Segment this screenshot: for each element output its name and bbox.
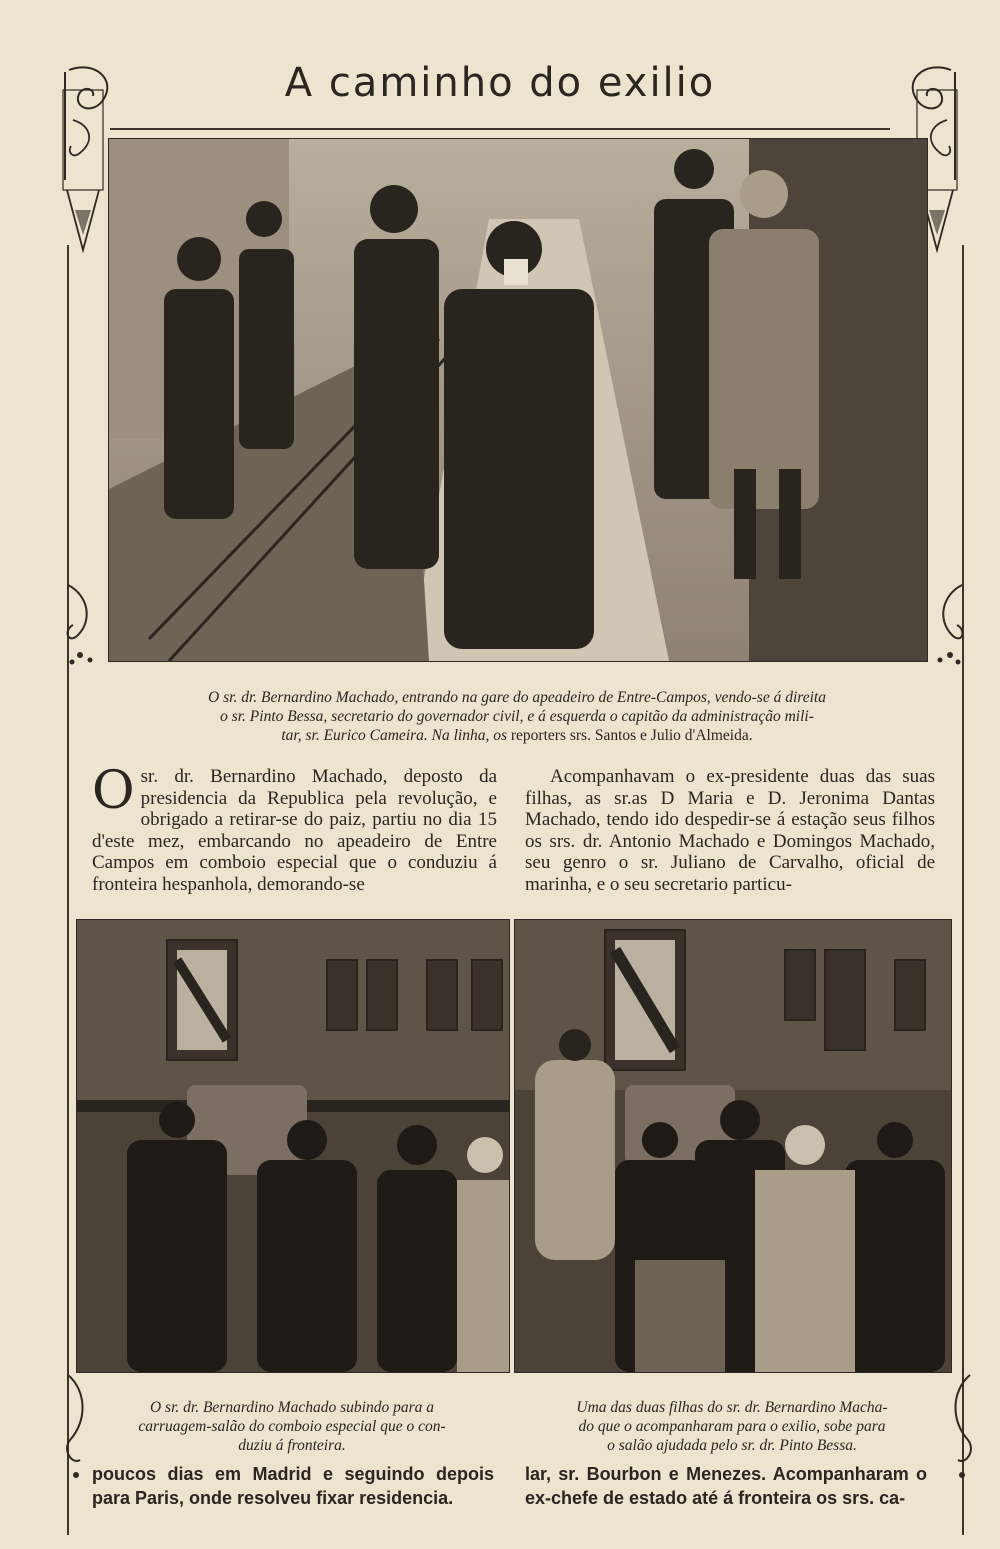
frame-top-line (110, 128, 890, 130)
top-caption-line-3a: tar, sr. Eurico Cameira. Na linha, os (281, 727, 508, 744)
bottom-left-caption-line-2: carruagem-salão do comboio especial que o con- (138, 1418, 446, 1435)
bottom-right-photo (514, 919, 952, 1373)
page-title: A caminho do exilio (284, 60, 716, 106)
bottom-right-caption-line-2: do que o acompanharam para o exilio, sobe para (578, 1418, 886, 1435)
bottom-left-photo (76, 919, 510, 1373)
top-photo-caption (108, 688, 926, 745)
ornament-mid-left-icon (58, 580, 108, 670)
column-left-body: sr. dr. Bernardino Machado, deposto da presidencia da Republica pela revolução, e obrigado a retirar-se do paiz, partiu no dia 15 d'este mez, embarcando no apeadeiro de Entre Campos em comboio especial que o conduziu á fronteira hespanhola, demorando-se (92, 766, 497, 895)
column-right-body: Acompanhavam o ex-presidente duas das suas filhas, as sr.as D Maria e D. Jeronima Dantas Machado, tendo ido despedir-se á estação seus filhos os srs. dr. Antonio Machado e Domingos Machado, seu genro o sr. Juliano de Carvalho, oficial de marinha, e o seu secretario particu- (525, 766, 935, 895)
bottom-right-caption-line-1: Uma das duas filhas do sr. dr. Bernardino Macha- (576, 1399, 888, 1416)
top-caption-line-3 (108, 726, 926, 745)
top-caption-line-1: O sr. dr. Bernardino Machado, entrando na gare do apeadeiro de Entre-Campos, vendo-se á direita (208, 689, 826, 706)
column-left-text (92, 761, 497, 895)
bottom-left-body: poucos dias em Madrid e seguindo depois para Paris, onde resolveu fixar residencia. (92, 1464, 494, 1508)
ornament-mid-right-icon (922, 580, 972, 670)
photo-arrival-at-station-icon (109, 139, 927, 661)
top-caption-line-2: o sr. Pinto Bessa, secretario do governador civil, e á esquerda o capitão da administração mili- (220, 708, 814, 725)
bottom-right-caption-line-3: o salão ajudada pelo sr. dr. Pinto Bessa. (607, 1437, 857, 1454)
bottom-left-caption-line-1: O sr. dr. Bernardino Machado subindo para a (149, 1399, 435, 1416)
photo-boarding-carriage-icon (77, 920, 509, 1372)
top-caption-line-3b: reporters srs. Santos e Julio d'Almeida. (510, 727, 753, 744)
photo-daughter-boarding-icon (515, 920, 951, 1372)
frame-left-line (67, 245, 69, 1535)
column-right-text (525, 766, 935, 895)
bottom-right-caption (514, 1398, 950, 1455)
frame-right-line (962, 245, 964, 1535)
bottom-left-caption (76, 1398, 508, 1455)
top-photo (108, 138, 928, 662)
bottom-right-body: lar, sr. Bourbon e Menezes. Acompanharam o ex-chefe de estado até á fronteira os srs. ca- (525, 1464, 927, 1508)
bottom-left-caption-line-3: duziu á fronteira. (238, 1437, 346, 1454)
dropcap: O (92, 761, 135, 821)
